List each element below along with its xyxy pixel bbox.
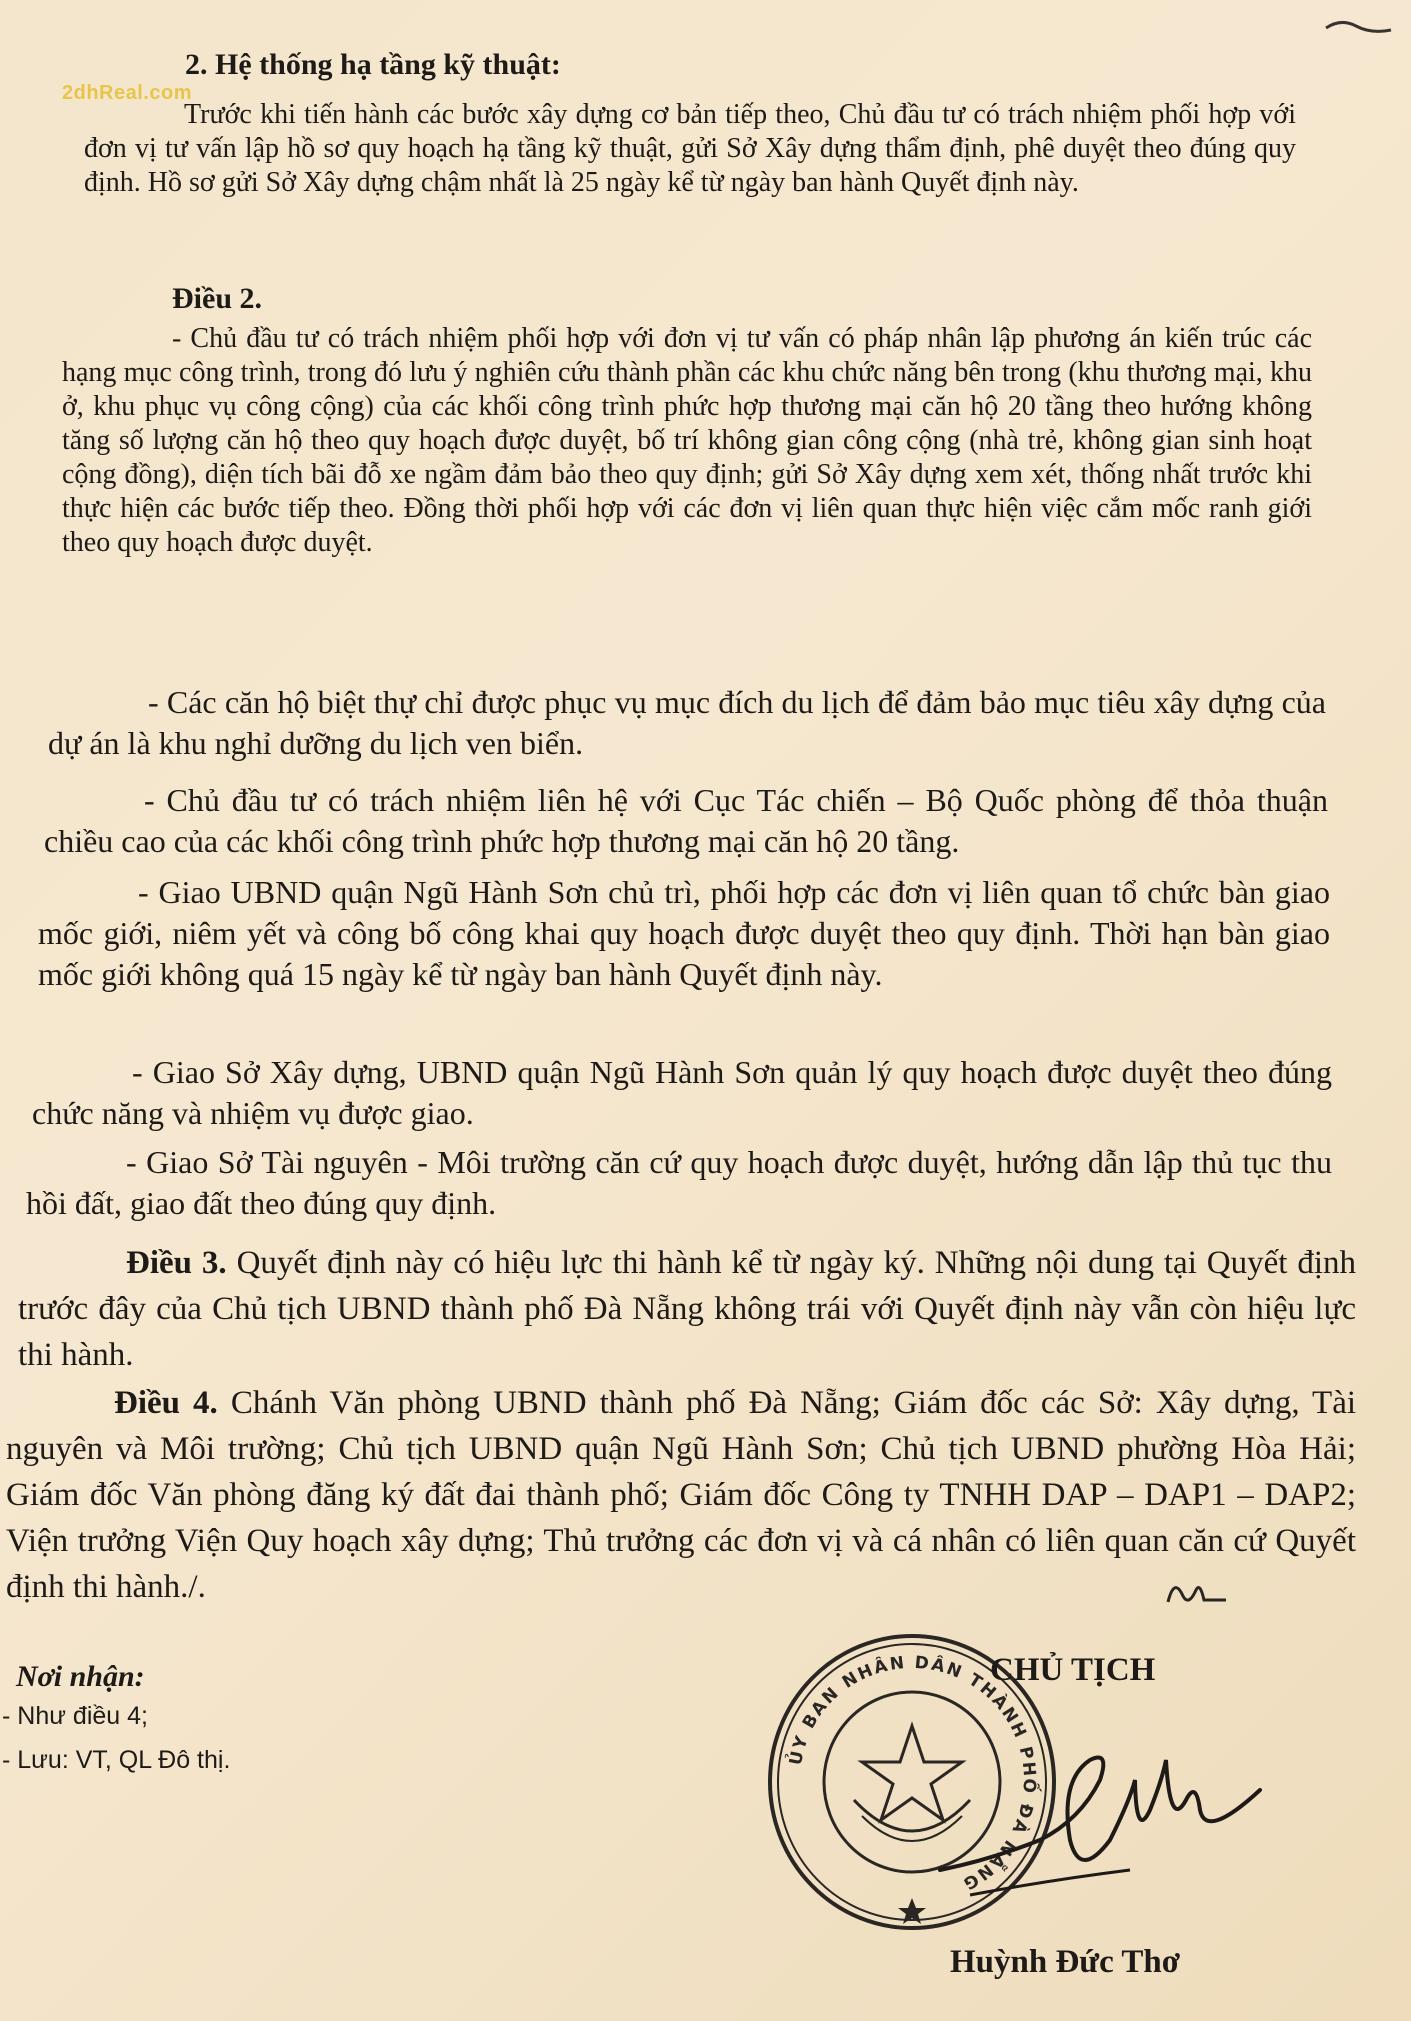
recipient-item-1: - Như điều 4; [2,1702,148,1730]
watermark: 2dhReal.com [62,82,192,104]
recipients-title: Nơi nhận: [16,1660,145,1693]
signer-name: Huỳnh Đức Thơ [950,1944,1181,1980]
section-2-heading: 2. Hệ thống hạ tầng kỹ thuật: [185,48,561,81]
article-3 [18,1240,1356,1378]
article-2-item-5: - Giao Sở Xây dựng, UBND quận Ngũ Hành Sơn quản lý quy hoạch được duyệt theo đúng chức năng và nhiệm vụ được giao. [32,1054,1332,1131]
article-3-heading: Điều 3. [126,1245,227,1281]
article-2-item-1: - Chủ đầu tư có trách nhiệm phối hợp với đơn vị tư vấn có pháp nhân lập phương án kiến trúc các hạng mục công trình, trong đó lưu ý nghiên cứu thành phần các khu chức năng bên trong (khu thương mại, khu ở, khu phục vụ công cộng) của các khối công trình phức hợp thương mại căn hộ 20 tầng theo hướng không tăng số lượng căn hộ theo quy hoạch được duyệt, bố trí không gian công cộng (nhà trẻ, không gian sinh hoạt cộng đồng), diện tích bãi đỗ xe ngầm đảm bảo theo quy định; gửi Sở Xây dựng xem xét, thống nhất trước khi thực hiện các bước tiếp theo. Đồng thời phối hợp với các đơn vị liên quan thực hiện việc cắm mốc ranh giới theo quy hoạch được duyệt. [62,323,1312,558]
article-4-heading: Điều 4. [114,1385,218,1421]
article-4-body: Chánh Văn phòng UBND thành phố Đà Nẵng; Giám đốc các Sở: Xây dựng, Tài nguyên và Môi trường; Chủ tịch UBND quận Ngũ Hành Sơn; Chủ tịch UBND phường Hòa Hải; Giám đốc Văn phòng đăng ký đất đai thành phố; Giám đốc Công ty TNHH DAP – DAP1 – DAP2; Viện trưởng Viện Quy hoạch xây dựng; Thủ trưởng các đơn vị và cá nhân có liên quan căn cứ Quyết định thi hành./. [6,1385,1357,1605]
chairman-title: CHỦ TỊCH [990,1652,1156,1688]
article-2-item-6: - Giao Sở Tài nguyên - Môi trường căn cứ quy hoạch được duyệt, hướng dẫn lập thủ tục thu hồi đất, giao đất theo đúng quy định. [26,1144,1332,1221]
corner-mark-icon [1321,10,1401,40]
section-2-body: Trước khi tiến hành các bước xây dựng cơ bản tiếp theo, Chủ đầu tư có trách nhiệm phối hợp với đơn vị tư vấn lập hồ sơ quy hoạch hạ tầng kỹ thuật, gửi Sở Xây dựng thẩm định, phê duyệt theo đúng quy định. Hồ sơ gửi Sở Xây dựng chậm nhất là 25 ngày kể từ ngày ban hành Quyết định này. [84,99,1296,198]
article-4 [6,1380,1356,1610]
handwritten-signature [930,1720,1270,1920]
article-2-item-3: - Chủ đầu tư có trách nhiệm liên hệ với Cục Tác chiến – Bộ Quốc phòng để thỏa thuận chiều cao của các khối công trình phức hợp thương mại căn hộ 20 tầng. [44,782,1328,859]
article-2-item-2: - Các căn hộ biệt thự chỉ được phục vụ mục đích du lịch để đảm bảo mục tiêu xây dựng của dự án là khu nghỉ dưỡng du lịch ven biển. [48,684,1326,761]
initial-mark-icon [1160,1572,1230,1612]
article-2-heading: Điều 2. [172,282,262,315]
article-2-item-4: - Giao UBND quận Ngũ Hành Sơn chủ trì, phối hợp các đơn vị liên quan tổ chức bàn giao mốc giới, niêm yết và công bố công khai quy hoạch được duyệt theo quy định. Thời hạn bàn giao mốc giới không quá 15 ngày kể từ ngày ban hành Quyết định này. [38,874,1330,992]
recipient-item-2: - Lưu: VT, QL Đô thị. [2,1746,231,1774]
article-3-body: Quyết định này có hiệu lực thi hành kể từ ngày ký. Những nội dung tại Quyết định trước đây của Chủ tịch UBND thành phố Đà Nẵng không trái với Quyết định này vẫn còn hiệu lực thi hành. [18,1245,1357,1373]
seal-text: ỦY BAN NHÂN DÂN THÀNH PHỐ ĐÀ NẴNG [785,1652,1040,1895]
